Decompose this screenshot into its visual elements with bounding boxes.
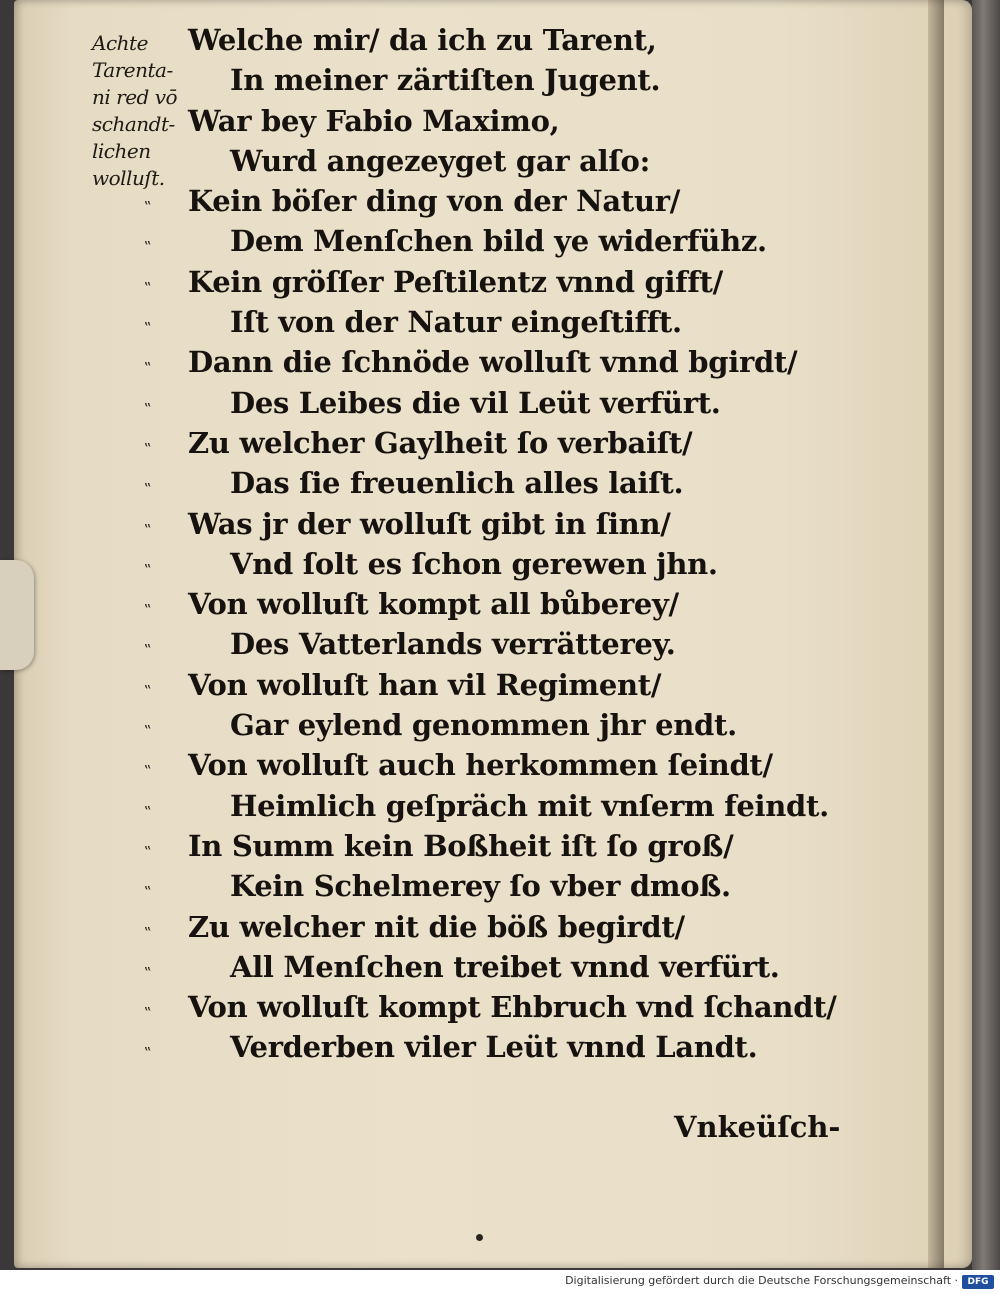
verse-text: Heimlich geſpräch mit vnſerm feindt. (230, 788, 829, 823)
dfg-logo: DFG (962, 1275, 994, 1289)
verse-line (144, 624, 864, 664)
page-edge-shadow (928, 0, 944, 1268)
verse-text: Des Leibes die vil Leüt verfürt. (230, 385, 721, 420)
quote-mark: ‟ (144, 963, 152, 982)
quote-mark: ‟ (144, 722, 152, 741)
page-clip (0, 560, 34, 670)
book-page (14, 0, 972, 1268)
quote-mark: ‟ (144, 560, 152, 579)
verse-line (144, 947, 864, 987)
verse-text: War bey Fabio Maximo, (188, 103, 560, 138)
margin-note-line: lichen (92, 139, 151, 163)
quote-mark: ‟ (144, 883, 152, 902)
verse-line (144, 987, 864, 1027)
verse-text: Von wolluſt auch herkommen ſeindt/ (188, 748, 773, 783)
verse-line (144, 665, 864, 705)
verse-line (144, 907, 864, 947)
verse-line (144, 544, 864, 584)
quote-mark: ‟ (144, 762, 152, 781)
footer-bar (0, 1270, 1000, 1294)
quote-mark: ‟ (144, 802, 152, 821)
quote-mark: ‟ (144, 641, 152, 660)
margin-note-line: ni red vō (92, 85, 178, 109)
quote-mark: ‟ (144, 1044, 152, 1063)
verse-line (144, 262, 864, 302)
quote-mark: ‟ (144, 520, 152, 539)
margin-note-line: wolluſt. (92, 166, 165, 190)
quote-mark: ‟ (144, 198, 152, 217)
verse-line (144, 221, 864, 261)
verse-line (144, 745, 864, 785)
verse-line (144, 181, 864, 221)
verse-text: Was jr der wolluſt gibt in ſinn/ (188, 506, 671, 541)
verse-line (144, 101, 864, 141)
verse-line (144, 423, 864, 463)
quote-mark: ‟ (144, 681, 152, 700)
quote-mark: ‟ (144, 238, 152, 257)
quote-mark: ‟ (144, 319, 152, 338)
verse-line (144, 504, 864, 544)
verse-text: Iſt von der Natur eingeſtifft. (230, 305, 682, 340)
verse-text: Kein gröſſer Peſtilentz vnnd gifft/ (188, 264, 723, 299)
margin-note-line: schandt- (92, 112, 175, 136)
quote-mark: ‟ (144, 842, 152, 861)
verse-text: Wurd angezeyget gar alſo: (230, 143, 650, 178)
footer-credit: Digitalisierung gefördert durch die Deutsche Forschungsgemeinschaft · (565, 1274, 958, 1287)
binding-strip (972, 0, 1000, 1270)
verse-text: Welche mir/ da ich zu Tarent, (188, 23, 657, 57)
verse-text: Von wolluſt kompt Ehbruch vnd ſchandt/ (188, 990, 837, 1025)
verse-line (144, 20, 864, 60)
verse-text: Zu welcher nit die böß begirdt/ (188, 909, 685, 944)
verse-line (144, 1027, 864, 1067)
verse-text: Kein böſer ding von der Natur/ (188, 184, 681, 219)
verse-line (144, 786, 864, 826)
quote-mark: ‟ (144, 359, 152, 378)
quote-mark: ‟ (144, 923, 152, 942)
verse-text: Das ſie freuenlich alles laiſt. (230, 466, 684, 501)
verse-text: Von wolluſt kompt all bůberey/ (188, 587, 679, 622)
quote-mark: ‟ (144, 601, 152, 620)
catchword: Vnkeüſch- (674, 1110, 841, 1144)
verse-text: In Summ kein Boßheit iſt ſo groß/ (188, 828, 734, 863)
verse-line (144, 383, 864, 423)
margin-note-line: Tarenta- (92, 58, 173, 82)
verse-text: Gar eylend genommen jhr endt. (230, 708, 737, 743)
verse-line (144, 866, 864, 906)
verse-text: Des Vatterlands verrätterey. (230, 627, 676, 662)
verse-line (144, 584, 864, 624)
verse-text: Dem Menſchen bild ye widerfühz. (230, 224, 767, 259)
verse-text: Zu welcher Gaylheit ſo verbaiſt/ (188, 425, 693, 460)
verse-text: Vnd ſolt es ſchon gerewen jhn. (230, 546, 718, 581)
quote-mark: ‟ (144, 480, 152, 499)
verse-block (144, 20, 864, 1068)
quote-mark: ‟ (144, 439, 152, 458)
verse-line (144, 302, 864, 342)
verse-line (144, 463, 864, 503)
verse-line (144, 705, 864, 745)
verse-text: Kein Schelmerey ſo vber dmoß. (230, 869, 731, 904)
verse-text: In meiner zärtiſten Jugent. (230, 63, 661, 98)
verse-line (144, 826, 864, 866)
quote-mark: ‟ (144, 399, 152, 418)
page-dot (476, 1234, 483, 1241)
verse-line (144, 141, 864, 181)
verse-text: Verderben viler Leüt vnnd Landt. (230, 1030, 758, 1065)
verse-line (144, 60, 864, 100)
verse-text: Dann die ſchnöde wolluſt vnnd bgirdt/ (188, 345, 798, 380)
quote-mark: ‟ (144, 278, 152, 297)
verse-line (144, 342, 864, 382)
verse-text: All Menſchen treibet vnnd verfürt. (230, 949, 780, 984)
margin-note-line: Achte (92, 31, 148, 55)
verse-text: Von wolluſt han vil Regiment/ (188, 667, 662, 702)
quote-mark: ‟ (144, 1004, 152, 1023)
